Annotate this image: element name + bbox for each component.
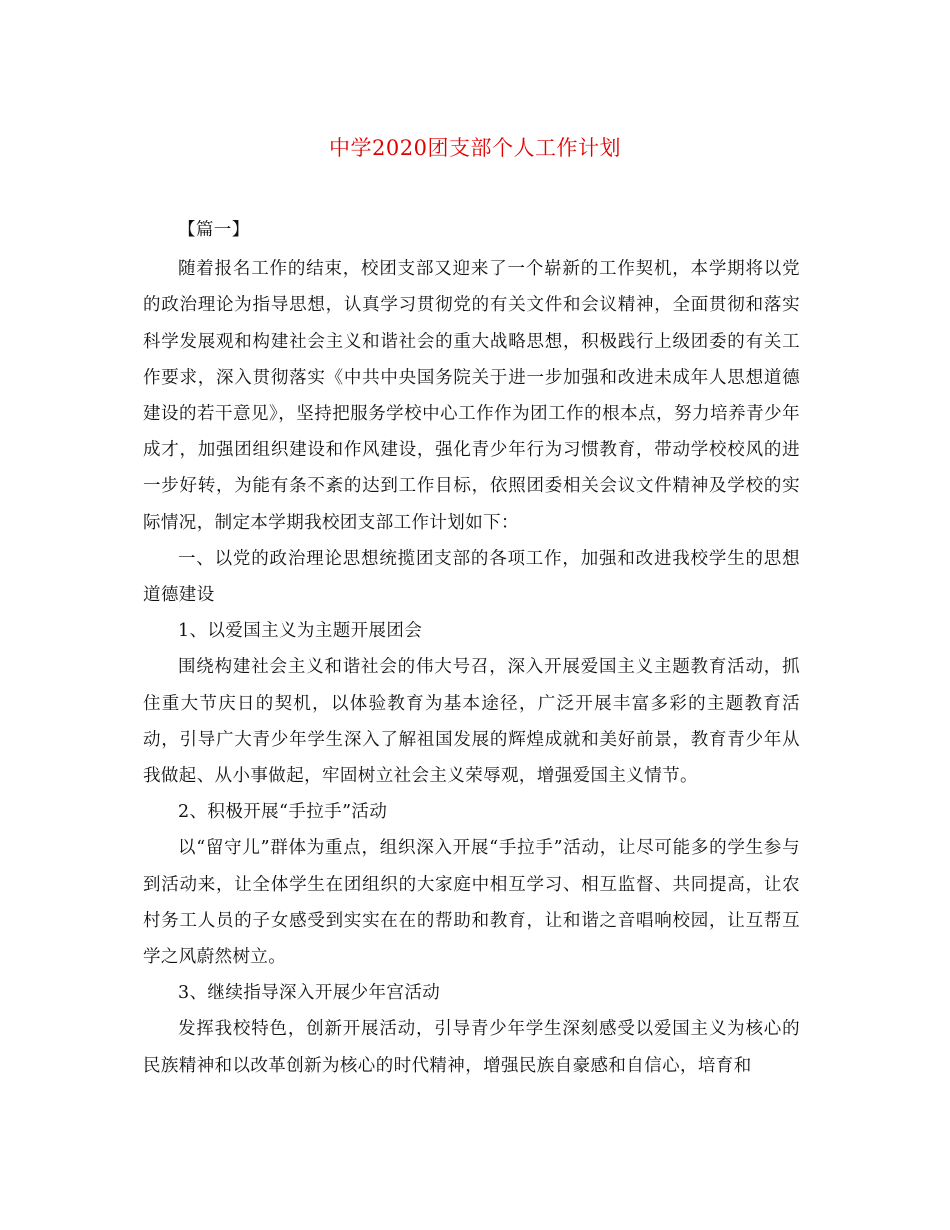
paragraph-youth-palace: 发挥我校特色，创新开展活动，引导青少年学生深刻感受以爱国主义为核心的民族精神和以改革创新为核心的时代精神，增强民族自豪感和自信心，培育和: [143, 1019, 800, 1076]
paragraph-patriotism: 围绕构建社会主义和谐社会的伟大号召，深入开展爱国主义主题教育活动，抓住重大节庆日的契机，以体验教育为基本途径，广泛开展丰富多彩的主题教育活动，引导广大青少年学生深入了解祖国发展的辉煌成就和美好前景，教育青少年从我做起、从小事做起，牢固树立社会主义荣辱观，增强爱国主义情节。: [143, 657, 800, 787]
heading-section-one: 一、以党的政治理论思想统揽团支部的各项工作，加强和改进我校学生的思想道德建设: [143, 548, 800, 606]
paragraph-intro: 随着报名工作的结束，校团支部又迎来了一个崭新的工作契机，本学期将以党的政治理论为指导思想，认真学习贯彻党的有关文件和会议精神，全面贯彻和落实科学发展观和构建社会主义和谐社会的重大战略思想，积极践行上级团委的有关工作要求，深入贯彻落实《中共中央国务院关于进一步加强和改进未成年人思想道德建设的若干意见》，坚持把服务学校中心工作作为团工作的根本点，努力培养青少年成才，加强团组织建设和作风建设，强化青少年行为习惯教育，带动学校校风的进一步好转，为能有条不紊的达到工作目标，依照团委相关会议文件精神及学校的实际情况，制定本学期我校团支部工作计划如下：: [143, 259, 800, 533]
subheading-hand-in-hand: 2、积极开展“手拉手”活动: [178, 802, 388, 823]
paragraph-hand-in-hand: 以“留守儿”群体为重点，组织深入开展“手拉手”活动，让尽可能多的学生参与到活动来，让全体学生在团组织的大家庭中相互学习、相互监督、共同提高，让农村务工人员的子女感受到实实在在的帮助和教育，让和谐之音唱响校园，让互帮互学之风蔚然树立。: [143, 838, 800, 968]
subheading-youth-palace: 3、继续指导深入开展少年宫活动: [178, 983, 441, 1004]
document-title: 中学2020团支部个人工作计划: [329, 136, 621, 160]
subheading-patriotism-meeting: 1、以爱国主义为主题开展团会: [178, 621, 423, 642]
section-label: 【篇一】: [178, 220, 250, 240]
document-body: [143, 212, 800, 1084]
